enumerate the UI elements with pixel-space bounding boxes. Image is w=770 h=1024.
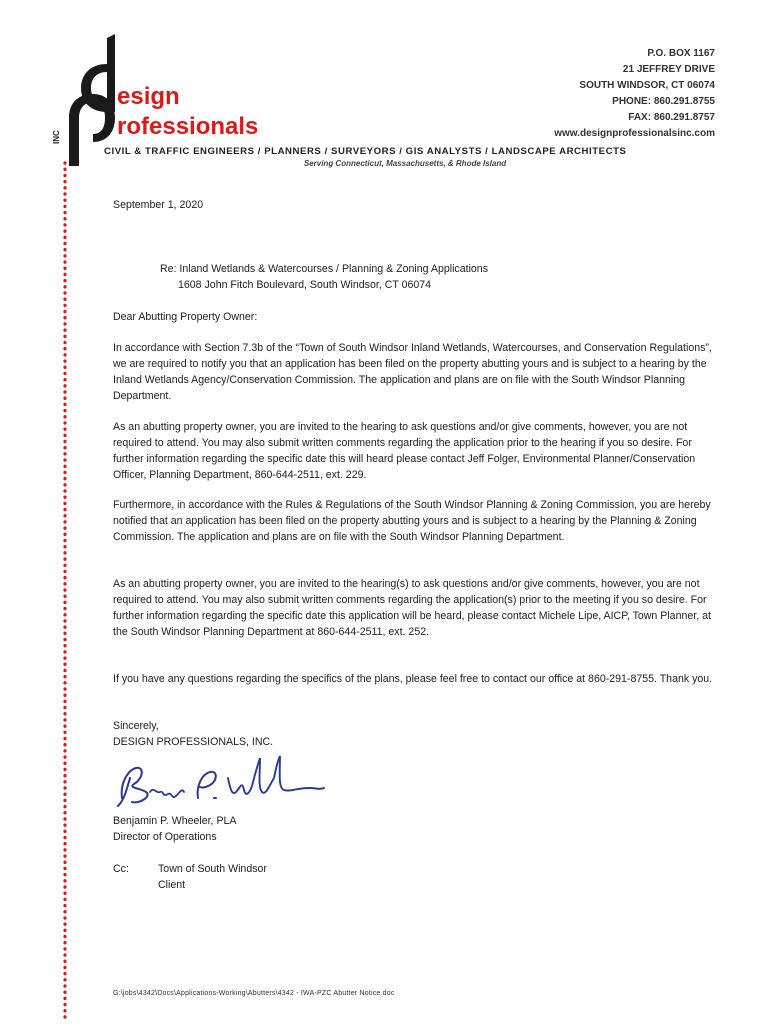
website-line: www.designprofessionalsinc.com bbox=[554, 128, 715, 139]
cc-recipient: Town of South Windsor bbox=[158, 863, 267, 875]
closing-block bbox=[113, 718, 713, 750]
decorative-dotted-border bbox=[62, 160, 68, 1020]
body-paragraph-1 bbox=[113, 340, 713, 404]
fax-line: FAX: 860.291.8757 bbox=[628, 112, 715, 123]
re-line: Re: Inland Wetlands & Watercourses / Planning & Zoning Applications bbox=[160, 263, 488, 275]
signer-block bbox=[113, 813, 713, 845]
paragraph-text: In accordance with Section 7.3b of the “Town of South Windsor Inland Wetlands, Watercourses, and Conservation Regulations”, we are required to notify you that an application has been filed on the property abutting yours and is subject to a hearing by the Inland Wetlands Agency/Conservation Commission. The application and plans are on file with the South Windsor Planning Department. bbox=[113, 342, 712, 402]
body-paragraph-4 bbox=[113, 576, 713, 640]
salutation: Dear Abutting Property Owner: bbox=[113, 311, 258, 323]
paragraph-text: As an abutting property owner, you are invited to the hearing(s) to ask questions and/or give comments, however, you are not required to attend. You may also submit written comments regarding the application(s) prior to the meeting if you so desire. For further information regarding the specific date this application will be heard, please contact Michele Lipe, AICP, Town Planner, at the South Windsor Planning Department at 860-644-2511, ext. 252. bbox=[113, 578, 711, 638]
paragraph-text: If you have any questions regarding the specifics of the plans, please feel free to contact our office at 860-291-8755. Thank you. bbox=[113, 673, 713, 685]
phone-line: PHONE: 860.291.8755 bbox=[612, 96, 715, 107]
paragraph-text: As an abutting property owner, you are invited to the hearing to ask questions and/or give comments, however, you are not required to attend. You may also submit written comments regarding the application prior to the hearing if you so desire. For further information regarding the specific date this will heard please contact Jeff Folger, Environmental Planner/Conservation Officer, Planning Department, 860-644-2511, ext. 229. bbox=[113, 421, 696, 481]
logo-inc: INC bbox=[52, 130, 61, 144]
signer-name: Benjamin P. Wheeler, PLA bbox=[113, 815, 237, 827]
serving-regions: Serving Connecticut, Massachusetts, & Rhode Island bbox=[303, 159, 507, 168]
re-block bbox=[160, 261, 488, 293]
cc-recipient: Client bbox=[158, 879, 186, 891]
re-address: 1608 John Fitch Boulevard, South Windsor, CT 06074 bbox=[178, 279, 432, 291]
cc-label: Cc: bbox=[113, 863, 129, 875]
logo-word-esign: esign bbox=[117, 83, 180, 110]
services-tagline: CIVIL & TRAFFIC ENGINEERS / PLANNERS / SURVEYORS / GIS ANALYSTS / LANDSCAPE ARCHITECTS bbox=[104, 146, 627, 157]
logo-word-rofessionals: rofessionals bbox=[117, 113, 259, 140]
signer-title: Director of Operations bbox=[113, 831, 217, 843]
cc-recipients bbox=[158, 861, 267, 893]
handwritten-signature bbox=[110, 748, 330, 818]
contact-block bbox=[554, 46, 715, 142]
body-paragraph-3 bbox=[113, 497, 713, 545]
closing: Sincerely, bbox=[113, 720, 159, 732]
body-paragraph-5 bbox=[113, 671, 713, 687]
address-line: P.O. BOX 1167 bbox=[647, 48, 715, 59]
body-paragraph-2 bbox=[113, 419, 713, 483]
document-file-path: G:\jobs\4342\Docs\Applications-Working\Abutters\4342 - IWA-PZC Abutter Notice.doc bbox=[113, 990, 395, 997]
letter-date: September 1, 2020 bbox=[113, 199, 204, 211]
address-line: SOUTH WINDSOR, CT 06074 bbox=[579, 80, 715, 91]
address-line: 21 JEFFREY DRIVE bbox=[622, 64, 715, 75]
company-name: DESIGN PROFESSIONALS, INC. bbox=[113, 736, 274, 748]
paragraph-text: Furthermore, in accordance with the Rules & Regulations of the South Windsor Planning & Zoning Commission, you are hereby notified that an application has been filed on the property abutting yours and is subject to a hearing by the Planning & Zoning Commission. The application and plans are on file with the South Windsor Planning Department. bbox=[113, 499, 711, 543]
